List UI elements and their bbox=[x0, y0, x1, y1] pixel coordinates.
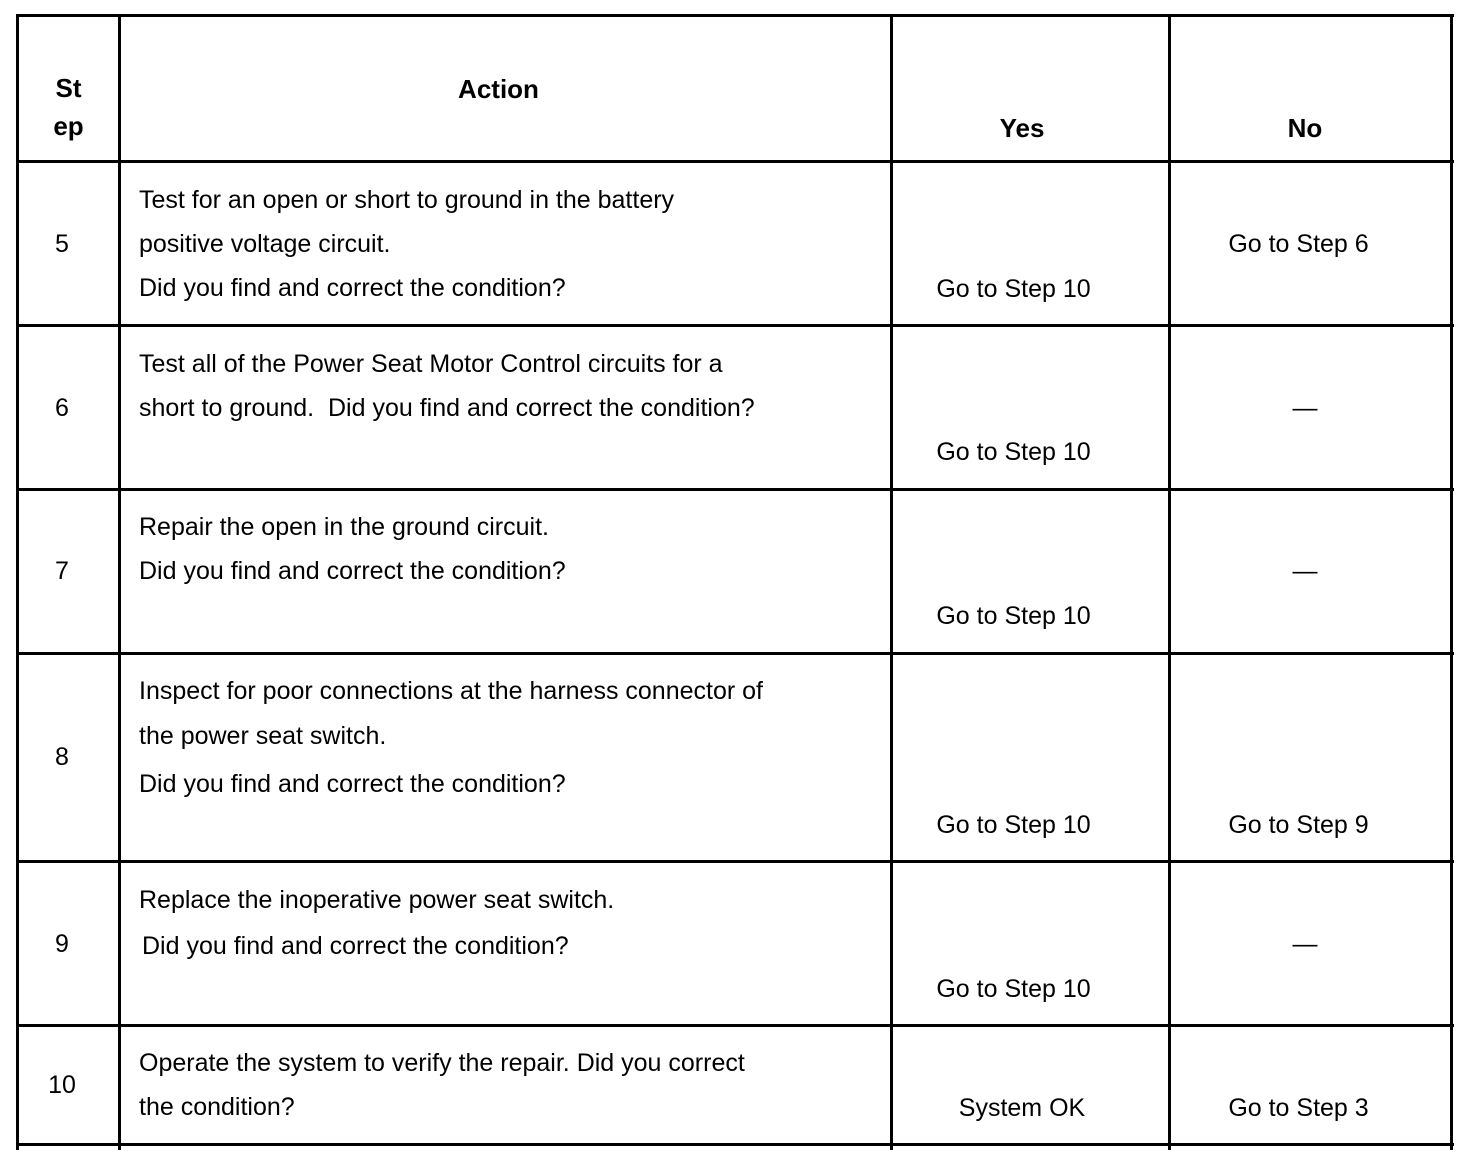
header-step-line1: St bbox=[55, 73, 82, 103]
header-yes: Yes bbox=[999, 113, 1045, 143]
row-divider bbox=[16, 324, 1454, 327]
action-text bbox=[121, 178, 890, 310]
row-divider bbox=[16, 160, 1454, 163]
header-action: Action bbox=[458, 74, 539, 104]
action-line: Did you find and correct the condition? bbox=[142, 932, 569, 960]
row-divider bbox=[16, 1024, 1454, 1027]
action-line: the power seat switch. bbox=[139, 722, 387, 750]
header-no: No bbox=[1287, 113, 1323, 143]
yes-result: Go to Step 10 bbox=[936, 275, 1091, 303]
step-number: 9 bbox=[55, 930, 69, 958]
row-divider bbox=[16, 1143, 1454, 1146]
action-text bbox=[121, 877, 890, 969]
no-result: Go to Step 3 bbox=[1228, 1094, 1369, 1122]
action-line: the condition? bbox=[139, 1093, 295, 1121]
header-step bbox=[19, 69, 118, 145]
yes-result: Go to Step 10 bbox=[936, 438, 1091, 466]
yes-result: Go to Step 10 bbox=[936, 602, 1091, 630]
action-line: Test for an open or short to ground in the battery bbox=[139, 186, 675, 214]
action-text bbox=[121, 505, 890, 593]
row-divider bbox=[16, 652, 1454, 655]
no-result: — bbox=[1292, 394, 1318, 422]
action-line: Repair the open in the ground circuit. bbox=[139, 513, 549, 541]
yes-result: Go to Step 10 bbox=[936, 975, 1091, 1003]
column-divider bbox=[1450, 14, 1453, 1150]
action-line: Test all of the Power Seat Motor Control circuits for a bbox=[139, 350, 723, 378]
yes-result: System OK bbox=[958, 1094, 1086, 1122]
no-result: Go to Step 9 bbox=[1228, 811, 1369, 839]
action-text bbox=[121, 342, 890, 430]
header-step-line2: ep bbox=[53, 111, 84, 141]
step-number: 8 bbox=[55, 743, 69, 771]
action-line: Did you find and correct the condition? bbox=[139, 770, 566, 798]
action-line: Did you find and correct the condition? bbox=[139, 274, 566, 302]
step-number: 5 bbox=[55, 230, 69, 258]
yes-result: Go to Step 10 bbox=[936, 811, 1091, 839]
diagnostic-table bbox=[16, 14, 1454, 1150]
step-number: 10 bbox=[48, 1071, 76, 1099]
action-line: Replace the inoperative power seat switch. bbox=[139, 886, 615, 914]
row-divider bbox=[16, 14, 1454, 17]
action-line: Operate the system to verify the repair. Did you correct bbox=[139, 1049, 745, 1077]
action-line: short to ground. Did you find and correct the condition? bbox=[139, 394, 755, 422]
action-text bbox=[121, 669, 890, 807]
no-result: — bbox=[1292, 557, 1318, 585]
action-text bbox=[121, 1041, 890, 1129]
action-line: Inspect for poor connections at the harness connector of bbox=[139, 677, 763, 705]
step-number: 6 bbox=[55, 394, 69, 422]
step-number: 7 bbox=[55, 557, 69, 585]
row-divider bbox=[16, 488, 1454, 491]
no-result: Go to Step 6 bbox=[1228, 230, 1369, 258]
action-line: Did you find and correct the condition? bbox=[139, 557, 566, 585]
row-divider bbox=[16, 860, 1454, 863]
no-result: — bbox=[1292, 930, 1318, 958]
action-line: positive voltage circuit. bbox=[139, 230, 391, 258]
